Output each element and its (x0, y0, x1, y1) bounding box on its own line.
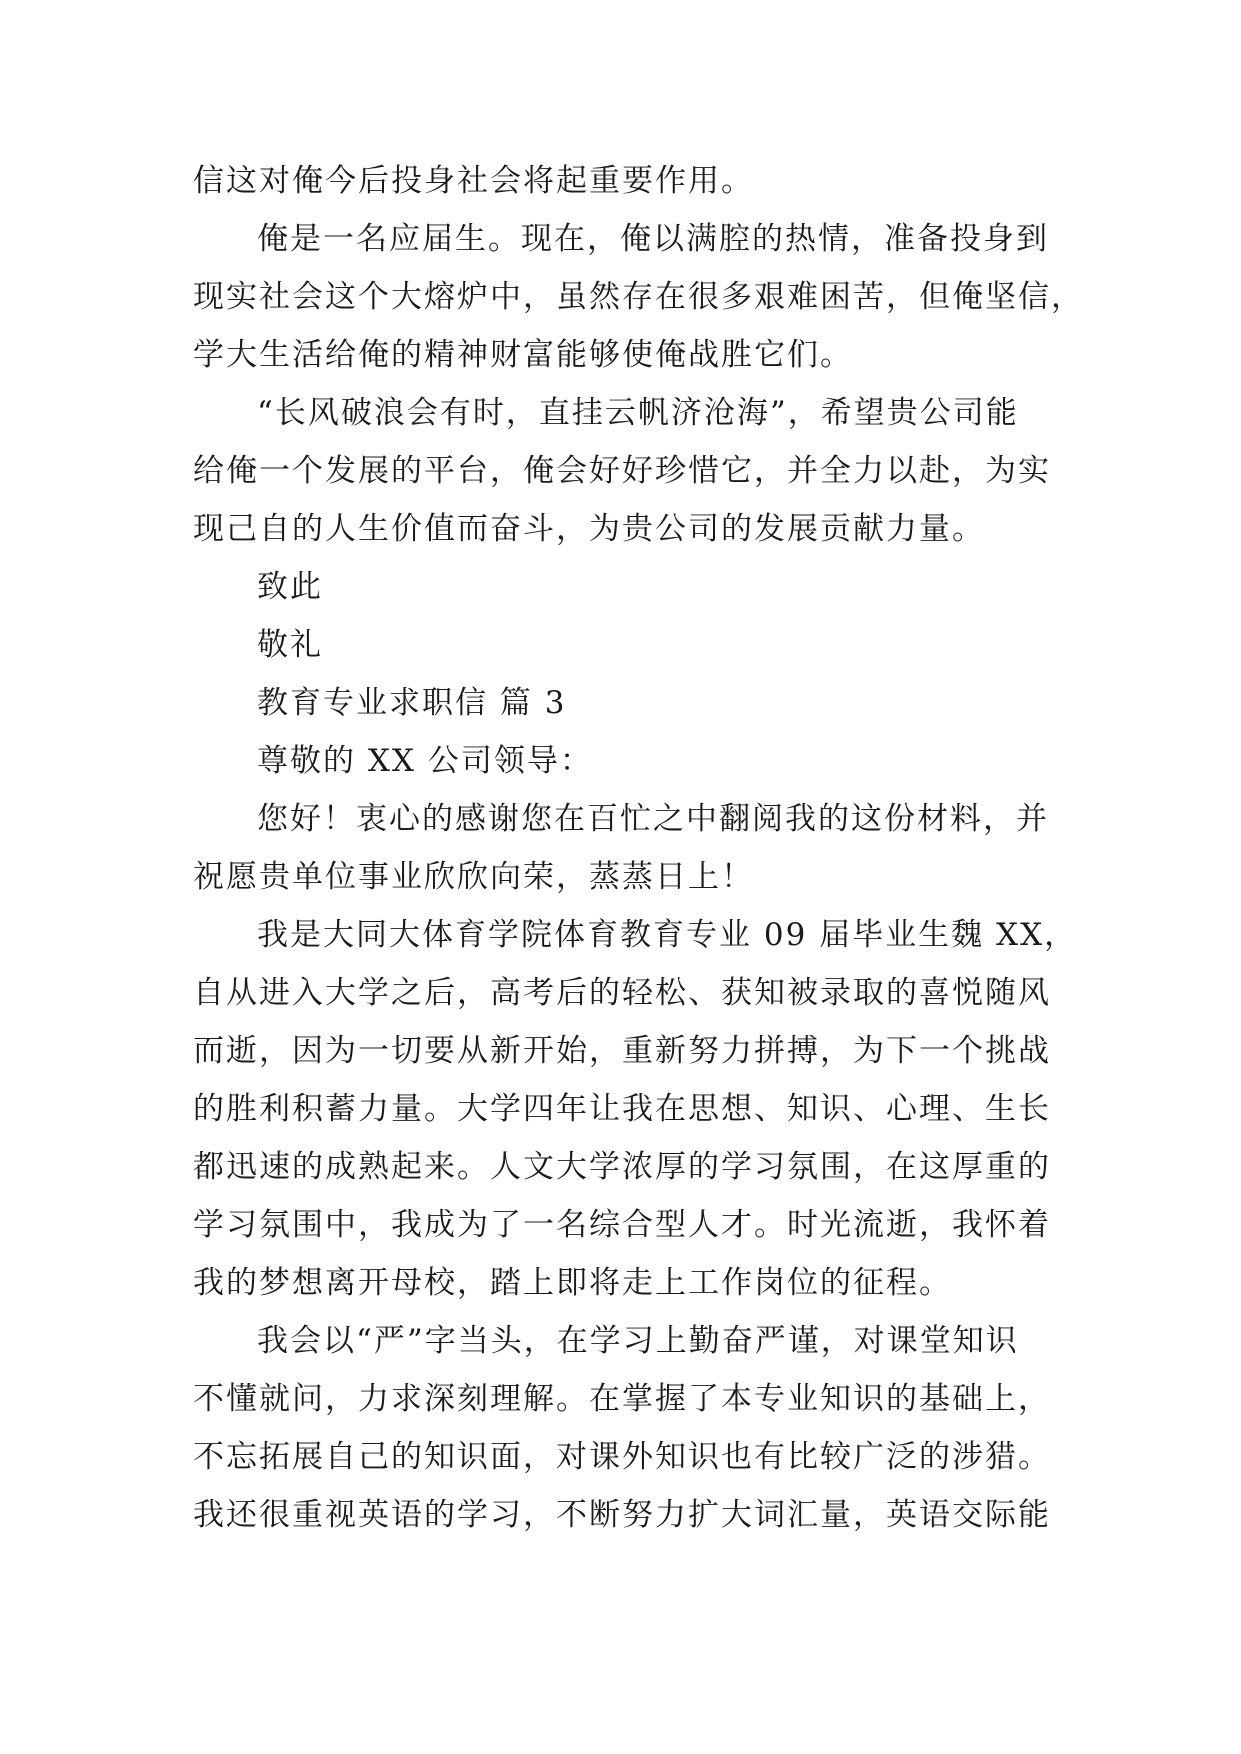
text-line: 的胜利积蓄力量。大学四年让我在思想、知识、心理、生长 (193, 1091, 1051, 1127)
text-line: 现己自的人生价值而奋斗，为贵公司的发展贡献力量。 (193, 511, 985, 547)
text-line: 学大生活给俺的精神财富能够使俺战胜它们。 (193, 337, 853, 373)
text-line: 自从进入大学之后，高考后的轻松、获知被录取的喜悦随风 (193, 975, 1051, 1011)
text-line: 信这对俺今后投身社会将起重要作用。 (193, 163, 754, 199)
text-line: 敬礼 (257, 627, 323, 663)
text-line: 致此 (257, 569, 323, 605)
text-line: 您好！衷心的感谢您在百忙之中翻阅我的这份材料，并 (257, 801, 1049, 837)
text-line: 学习氛围中，我成为了一名综合型人才。时光流逝，我怀着 (193, 1207, 1051, 1243)
text-line: 我还很重视英语的学习，不断努力扩大词汇量，英语交际能 (193, 1497, 1051, 1533)
text-line: “长风破浪会有时，直挂云帆济沧海”，希望贵公司能 (257, 395, 1019, 431)
text-line: 俺是一名应届生。现在，俺以满腔的热情，准备投身到 (257, 221, 1049, 257)
text-line: 不懂就问，力求深刻理解。在掌握了本专业知识的基础上， (193, 1381, 1051, 1417)
text-line: 给俺一个发展的平台，俺会好好珍惜它，并全力以赴，为实 (193, 453, 1051, 489)
text-line: 我会以“严”字当头，在学习上勤奋严谨，对课堂知识 (257, 1323, 1019, 1359)
text-line: 我的梦想离开母校，踏上即将走上工作岗位的征程。 (193, 1265, 952, 1301)
text-line: 不忘拓展自己的知识面，对课外知识也有比较广泛的涉猎。 (193, 1439, 1051, 1475)
text-line: 都迅速的成熟起来。人文大学浓厚的学习氛围，在这厚重的 (193, 1149, 1051, 1185)
text-line: 而逝，因为一切要从新开始，重新努力拼搏，为下一个挑战 (193, 1033, 1051, 1069)
text-line: 现实社会这个大熔炉中，虽然存在很多艰难困苦，但俺坚信， (193, 279, 1084, 315)
text-line: 祝愿贵单位事业欣欣向荣，蒸蒸日上！ (193, 859, 754, 895)
text-line: 我是大同大体育学院体育教育专业 09 届毕业生魏 XX， (257, 917, 1078, 953)
letter-body (193, 152, 1084, 1544)
text-line: 尊敬的 XX 公司领导： (257, 743, 593, 779)
text-line: 教育专业求职信 篇 3 (257, 685, 567, 721)
